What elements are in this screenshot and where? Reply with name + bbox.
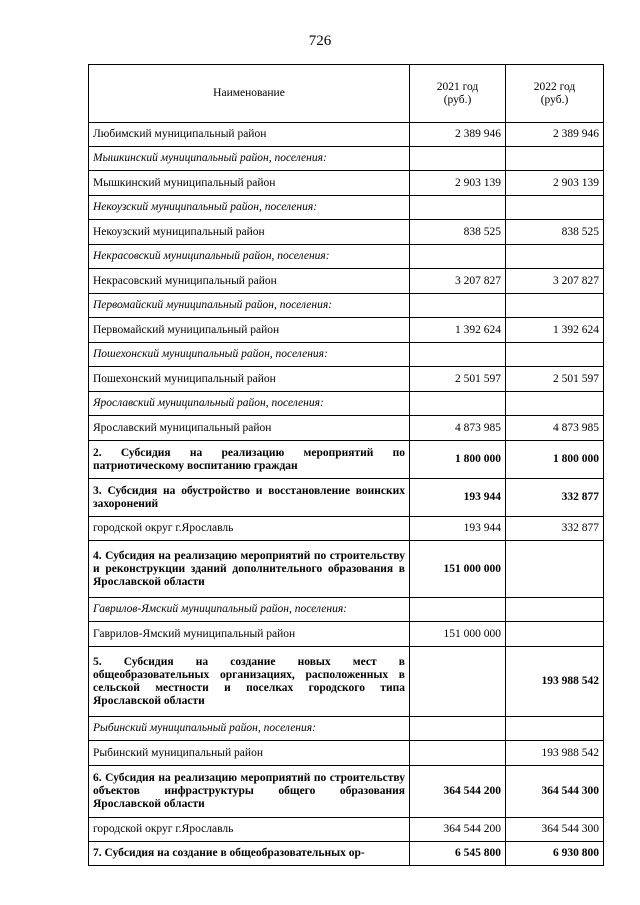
row-name: Мышкинский муниципальный район: [89, 171, 410, 196]
row-name: Некоузский муниципальный район, поселения:: [89, 196, 410, 220]
row-value-2022: 6 930 800: [506, 842, 604, 866]
row-name: 3. Субсидия на обустройство и восстановление воинских захоронений: [89, 479, 410, 517]
row-value-2021: 838 525: [410, 220, 506, 245]
row-value-2022: 1 800 000: [506, 441, 604, 479]
row-value-2021: [410, 598, 506, 622]
row-value-2022: 193 988 542: [506, 647, 604, 717]
row-value-2021: 1 800 000: [410, 441, 506, 479]
row-name: Первомайский муниципальный район: [89, 318, 410, 343]
row-value-2021: [410, 717, 506, 741]
header-name: Наименование: [89, 65, 410, 123]
row-value-2021: 151 000 000: [410, 541, 506, 598]
row-value-2021: [410, 741, 506, 766]
table-row: [89, 598, 604, 622]
row-name: Первомайский муниципальный район, поселения:: [89, 294, 410, 318]
table-row: [89, 343, 604, 367]
row-name: Некоузский муниципальный район: [89, 220, 410, 245]
row-value-2021: 364 544 200: [410, 818, 506, 842]
table-row: [89, 766, 604, 818]
row-value-2021: 4 873 985: [410, 416, 506, 441]
row-value-2022: 193 988 542: [506, 741, 604, 766]
row-name: Ярославский муниципальный район: [89, 416, 410, 441]
header-2021: [410, 65, 506, 123]
row-value-2021: [410, 196, 506, 220]
row-value-2021: [410, 294, 506, 318]
row-value-2021: 2 903 139: [410, 171, 506, 196]
row-value-2022: [506, 717, 604, 741]
table-row: [89, 269, 604, 294]
page-number: 726: [308, 33, 332, 49]
row-value-2021: 364 544 200: [410, 766, 506, 818]
row-value-2022: 332 877: [506, 479, 604, 517]
row-name: Мышкинский муниципальный район, поселения:: [89, 147, 410, 171]
row-name: Гаврилов-Ямский муниципальный район: [89, 622, 410, 647]
row-value-2021: [410, 245, 506, 269]
row-value-2022: [506, 147, 604, 171]
row-name: Любимский муниципальный район: [89, 123, 410, 147]
row-value-2022: 3 207 827: [506, 269, 604, 294]
row-value-2021: [410, 147, 506, 171]
table-row: [89, 717, 604, 741]
row-value-2021: 3 207 827: [410, 269, 506, 294]
table-row: [89, 294, 604, 318]
table-row: [89, 123, 604, 147]
table-row: [89, 416, 604, 441]
table-row: [89, 479, 604, 517]
row-value-2022: [506, 343, 604, 367]
table-row: [89, 741, 604, 766]
table-row: [89, 392, 604, 416]
table-row: [89, 245, 604, 269]
table-body: [89, 123, 604, 866]
row-value-2022: 1 392 624: [506, 318, 604, 343]
row-name: Некрасовский муниципальный район, поселения:: [89, 245, 410, 269]
table-row: [89, 147, 604, 171]
row-name: Ярославский муниципальный район, поселения:: [89, 392, 410, 416]
row-value-2022: [506, 196, 604, 220]
row-name: Пошехонский муниципальный район: [89, 367, 410, 392]
row-name: городской округ г.Ярославль: [89, 517, 410, 541]
row-value-2021: [410, 392, 506, 416]
table-row: [89, 842, 604, 866]
header-2021-label: 2021 год (руб.): [436, 80, 479, 106]
row-value-2021: 151 000 000: [410, 622, 506, 647]
table-row: [89, 441, 604, 479]
table-header-row: [89, 65, 604, 123]
header-2022-label: 2022 год (руб.): [533, 80, 576, 106]
row-value-2021: 1 392 624: [410, 318, 506, 343]
header-2022: [506, 65, 604, 123]
row-value-2021: [410, 343, 506, 367]
row-name: 7. Субсидия на создание в общеобразовательных ор-: [89, 842, 410, 866]
row-value-2022: 2 903 139: [506, 171, 604, 196]
row-value-2021: 6 545 800: [410, 842, 506, 866]
row-value-2022: 838 525: [506, 220, 604, 245]
row-name: городской округ г.Ярославль: [89, 818, 410, 842]
table-row: [89, 818, 604, 842]
row-value-2021: [410, 647, 506, 717]
row-value-2022: 332 877: [506, 517, 604, 541]
row-value-2022: 2 501 597: [506, 367, 604, 392]
row-name: Пошехонский муниципальный район, поселения:: [89, 343, 410, 367]
subsidy-table: [88, 64, 604, 866]
table-row: [89, 196, 604, 220]
table-row: [89, 318, 604, 343]
row-name: Рыбинский муниципальный район: [89, 741, 410, 766]
row-name: Гаврилов-Ямский муниципальный район, поселения:: [89, 598, 410, 622]
row-value-2021: 2 501 597: [410, 367, 506, 392]
table-row: [89, 220, 604, 245]
row-name: Некрасовский муниципальный район: [89, 269, 410, 294]
row-value-2022: [506, 541, 604, 598]
row-value-2021: 193 944: [410, 517, 506, 541]
row-value-2022: [506, 245, 604, 269]
row-value-2022: 364 544 300: [506, 766, 604, 818]
row-value-2021: 2 389 946: [410, 123, 506, 147]
table-row: [89, 622, 604, 647]
row-value-2022: 4 873 985: [506, 416, 604, 441]
table-row: [89, 647, 604, 717]
row-value-2022: 2 389 946: [506, 123, 604, 147]
row-value-2022: 364 544 300: [506, 818, 604, 842]
table-row: [89, 517, 604, 541]
row-name: 5. Субсидия на создание новых мест в общеобразовательных организациях, расположенных в сельской местности и поселках городского типа Ярославской области: [89, 647, 410, 717]
row-name: 4. Субсидия на реализацию мероприятий по строительству и реконструкции зданий дополнительного образования в Ярославской области: [89, 541, 410, 598]
row-value-2022: [506, 622, 604, 647]
row-value-2022: [506, 294, 604, 318]
row-name: Рыбинский муниципальный район, поселения:: [89, 717, 410, 741]
table-row: [89, 541, 604, 598]
table-row: [89, 367, 604, 392]
row-value-2022: [506, 392, 604, 416]
row-name: 6. Субсидия на реализацию мероприятий по строительству объектов инфраструктуры общего образования Ярославской области: [89, 766, 410, 818]
row-value-2022: [506, 598, 604, 622]
row-name: 2. Субсидия на реализацию мероприятий по патриотическому воспитанию граждан: [89, 441, 410, 479]
row-value-2021: 193 944: [410, 479, 506, 517]
table-row: [89, 171, 604, 196]
